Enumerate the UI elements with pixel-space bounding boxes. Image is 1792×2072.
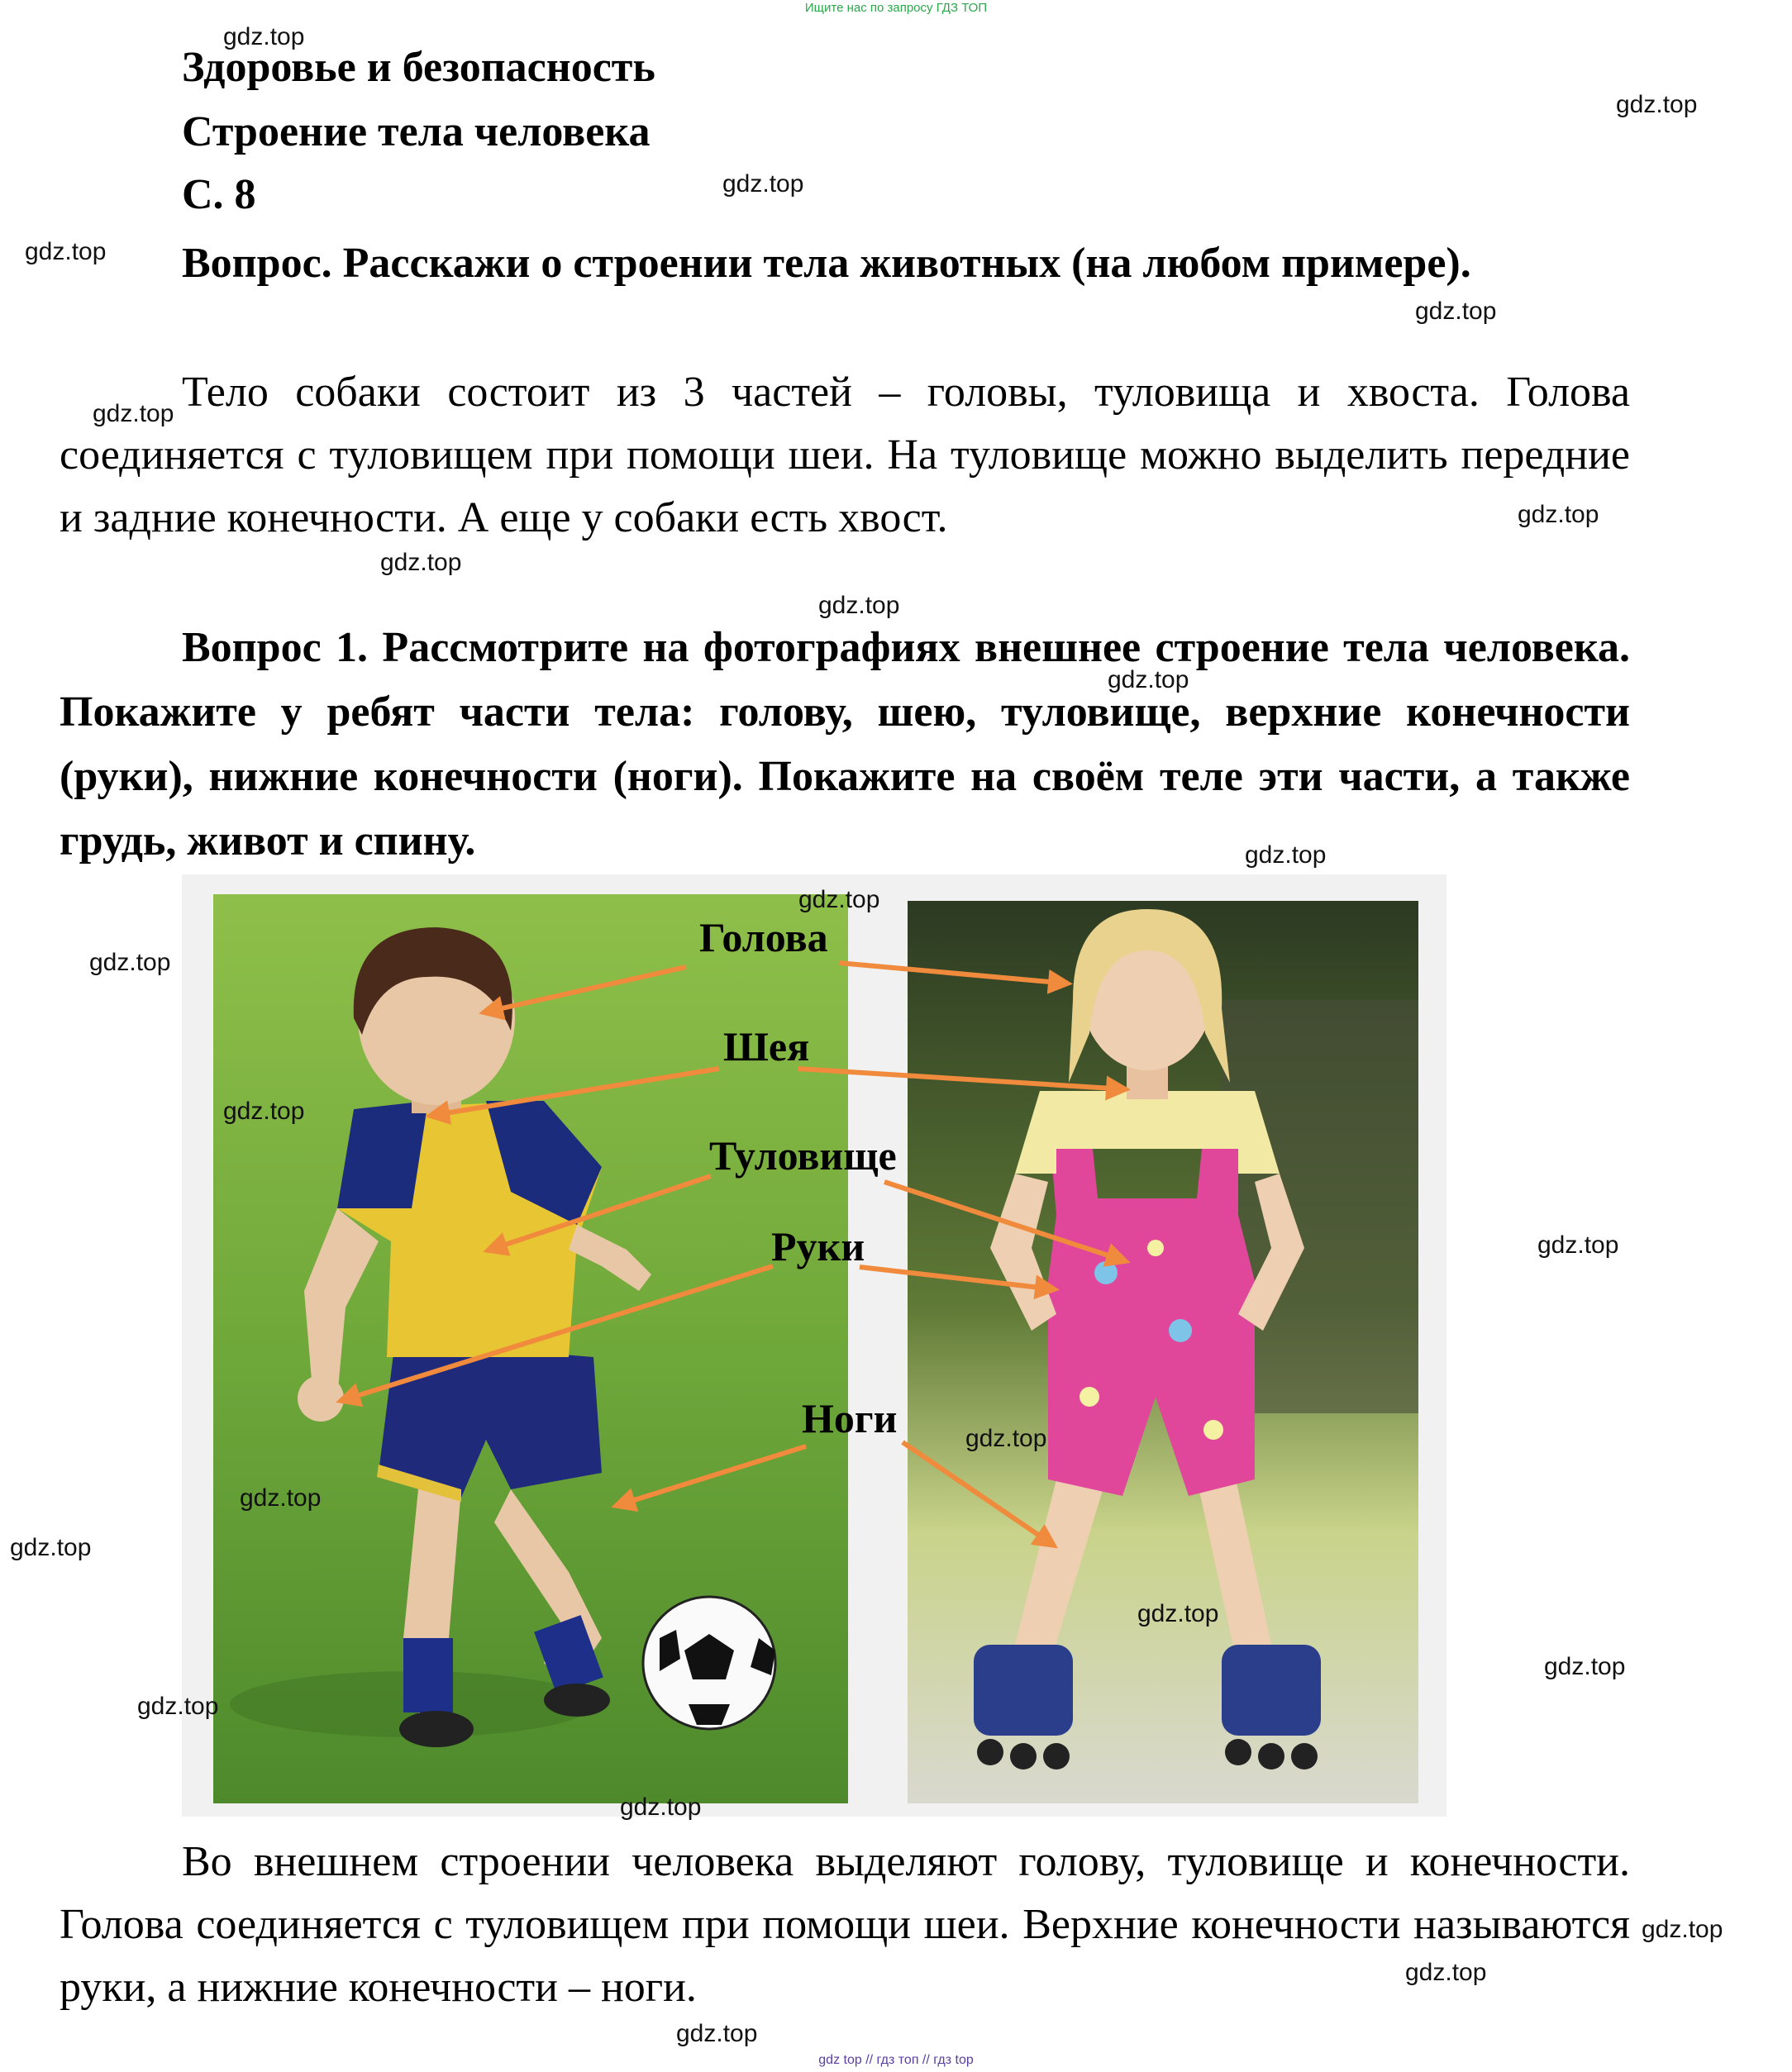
watermark: gdz.top <box>722 170 804 198</box>
section-heading: Здоровье и безопасность <box>182 44 655 91</box>
question-animals: Вопрос. Расскажи о строении тела животных (на любом примере). <box>182 240 1471 287</box>
watermark: gdz.top <box>1544 1653 1626 1680</box>
watermark: gdz.top <box>380 549 462 576</box>
arrow-neck-boy <box>430 1069 719 1116</box>
watermark: gdz.top <box>223 23 305 50</box>
answer-animals: Тело собаки состоит из 3 частей – головы, туловища и хвоста. Голова соединяется с туловищем при помощи шеи. На туловище можно выделить передние и задние конечности. А еще у собаки есть хвост. <box>60 369 1630 541</box>
label-torso: Туловище <box>709 1132 897 1179</box>
arrow-legs-boy <box>616 1446 806 1506</box>
watermark: gdz.top <box>10 1534 92 1561</box>
watermark: gdz.top <box>137 1693 219 1720</box>
label-legs: Ноги <box>802 1395 898 1441</box>
watermark: gdz.top <box>965 1425 1047 1452</box>
watermark: gdz.top <box>676 2020 758 2047</box>
watermark: gdz.top <box>1518 501 1599 528</box>
watermark: gdz.top <box>1108 666 1189 693</box>
page-number-heading: С. 8 <box>182 171 256 218</box>
arrow-arms-girl <box>860 1267 1055 1289</box>
watermark: gdz.top <box>1245 841 1327 869</box>
arrow-neck-girl <box>798 1069 1126 1089</box>
watermark: gdz.top <box>223 1098 305 1125</box>
watermark: gdz.top <box>89 949 171 976</box>
watermark: gdz.top <box>93 400 174 427</box>
arrow-arms-boy <box>341 1266 773 1401</box>
watermark: gdz.top <box>1137 1600 1219 1627</box>
arrow-torso-girl <box>884 1182 1126 1261</box>
watermark: gdz.top <box>818 592 900 619</box>
arrow-head-girl <box>839 963 1068 984</box>
label-head: Голова <box>699 914 828 960</box>
footer: gdz top // гдз топ // гдз top <box>818 2053 974 2067</box>
arrow-head-boy <box>484 967 686 1012</box>
watermark: gdz.top <box>1537 1231 1619 1259</box>
watermark: gdz.top <box>798 886 880 913</box>
watermark: gdz.top <box>620 1793 702 1821</box>
watermark: gdz.top <box>1616 91 1698 118</box>
answer-1: Во внешнем строении человека выделяют голову, туловище и конечности. Голова соединяется с туловищем при помощи шеи. Верхние конечности называются руки, а нижние конечности – ноги. <box>60 1838 1630 2011</box>
arrow-torso-boy <box>488 1176 711 1250</box>
label-arms: Руки <box>771 1223 865 1269</box>
arrow-legs-girl <box>903 1442 1054 1546</box>
watermark: gdz.top <box>25 238 107 265</box>
top-banner: Ищите нас по запросу ГДЗ ТОП <box>804 1 988 15</box>
watermark: gdz.top <box>240 1484 322 1512</box>
label-neck: Шея <box>723 1023 810 1069</box>
watermark: gdz.top <box>1405 1959 1487 1986</box>
topic-heading: Строение тела человека <box>182 108 651 155</box>
watermark: gdz.top <box>1642 1916 1723 1943</box>
watermark: gdz.top <box>1415 298 1497 325</box>
question-1: Вопрос 1. Рассмотрите на фотографиях внешнее строение тела человека. Покажите у ребят части тела: голову, шею, туловище, верхние конечности (руки), нижние конечности (ноги). Покажите на своём теле эти части, а также грудь, живот и спину. <box>60 624 1630 865</box>
